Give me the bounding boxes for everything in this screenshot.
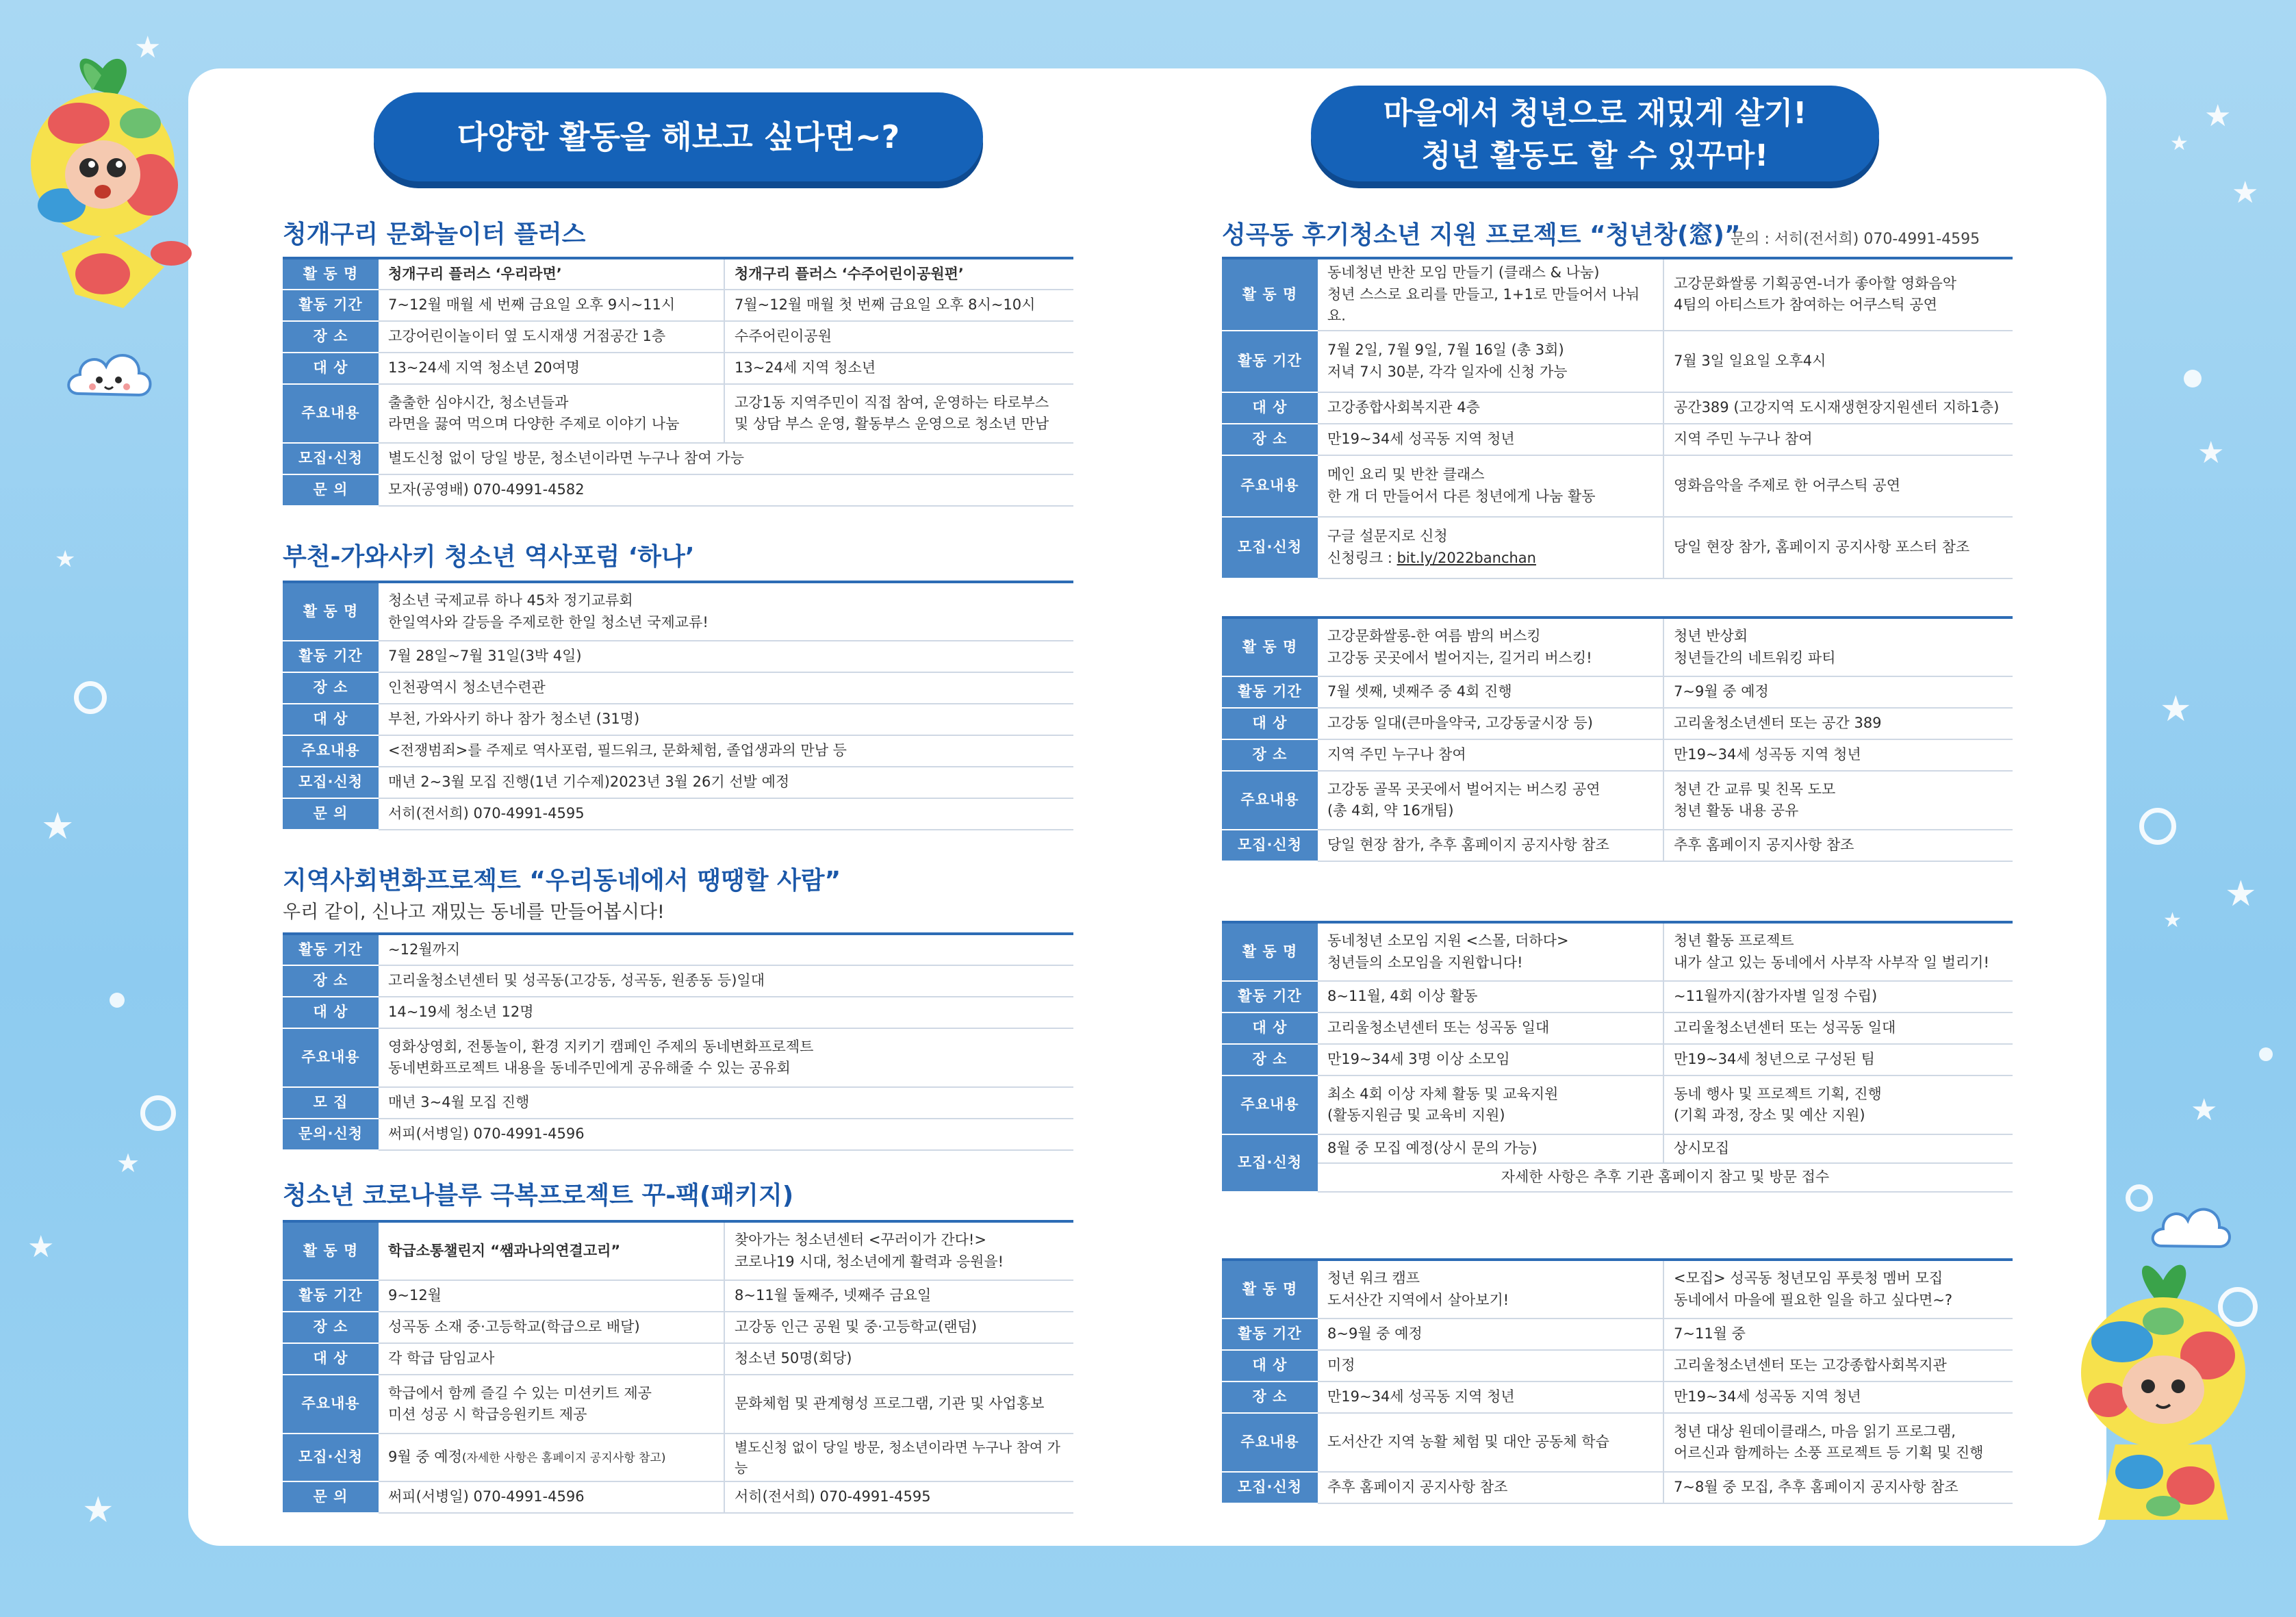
row-label: 주요내용 <box>283 1375 379 1434</box>
row-label: 문 의 <box>283 798 379 830</box>
table-cell: 영화음악을 주제로 한 어쿠스틱 공연 <box>1663 455 2013 517</box>
ring-icon <box>2126 1184 2153 1212</box>
table-cell: 메인 요리 및 반찬 클래스 한 개 더 만들어서 다른 청년에게 나눔 활동 <box>1318 455 1663 517</box>
table-row <box>283 1375 1073 1434</box>
contact-info: 문의 : 서히(전서희) 070-4991-4595 <box>1731 231 1980 248</box>
table-cell: 14~19세 청소년 12명 <box>379 997 1073 1028</box>
table-cell: 부천, 가와사키 하나 참가 청소년 (31명) <box>379 704 1073 735</box>
star-icon: ★ <box>2191 1093 2218 1128</box>
row-label: 주요내용 <box>1222 455 1318 517</box>
table-row <box>1222 424 2013 455</box>
table-cell: 청년 간 교류 및 친목 도모 청년 활동 내용 공유 <box>1663 771 2013 830</box>
star-icon: ★ <box>134 30 162 65</box>
row-label: 대 상 <box>283 997 379 1028</box>
star-icon: ★ <box>2170 131 2189 155</box>
activity-desc: 한일역사와 갈등을 주제로한 한일 청소년 국제교류! <box>388 613 709 631</box>
table-row <box>1222 1350 2013 1382</box>
activity-name: 동네청년 반찬 모임 만들기 (클래스 & 나눔) <box>1327 264 1600 281</box>
table-cell <box>1318 517 1663 578</box>
table-row <box>1222 1382 2013 1413</box>
table-cell: 7월 28일~7월 31일(3박 4일) <box>379 641 1073 672</box>
row-label: 활 동 명 <box>283 1221 379 1280</box>
table-cell: 만19~34세 성곡동 지역 청년 <box>1318 424 1663 455</box>
recruit-note: (자세한 사항은 홈페이지 공지사항 참고) <box>461 1451 666 1466</box>
row-label: 주요내용 <box>1222 771 1318 830</box>
row-label: 주요내용 <box>283 735 379 767</box>
row-label: 장 소 <box>283 965 379 997</box>
table-row <box>283 767 1073 798</box>
row-label: 주요내용 <box>1222 1075 1318 1134</box>
table-cell <box>1318 617 1663 676</box>
table-row <box>283 1312 1073 1343</box>
star-icon: ★ <box>2197 435 2225 470</box>
table-cell: 별도신청 없이 당일 방문, 청소년이라면 누구나 참여 가능 <box>724 1434 1073 1481</box>
dot-icon <box>2259 1047 2273 1061</box>
table-cell: 학급소통챌린지 “쌤과나의연결고리” <box>379 1221 724 1280</box>
table-cell <box>379 1434 724 1481</box>
table-cell: 7~11월 중 <box>1663 1319 2013 1350</box>
row-label: 문의·신청 <box>283 1119 379 1150</box>
star-icon: ★ <box>2163 908 2182 932</box>
star-icon: ★ <box>55 546 76 573</box>
row-label: 활 동 명 <box>1222 617 1318 676</box>
table-cell: 고리울청소년센터 또는 공간 389 <box>1663 708 2013 739</box>
table-cell: 만19~34세 성곡동 지역 청년 <box>1663 1382 2013 1413</box>
table-row <box>283 965 1073 997</box>
table-row <box>283 1434 1073 1481</box>
row-label: 장 소 <box>283 1312 379 1343</box>
table-cell: 고강종합사회복지관 4층 <box>1318 392 1663 424</box>
mascot-character <box>21 48 199 335</box>
table-cell: 만19~34세 성곡동 지역 청년 <box>1663 739 2013 771</box>
activity-desc: 코로나19 시대, 청소년에게 활력과 응원을! <box>735 1253 1004 1270</box>
table-row <box>283 735 1073 767</box>
table-cell: 8~11월, 4회 이상 활동 <box>1318 981 1663 1013</box>
table-row <box>1222 331 2013 392</box>
table-row <box>1222 617 2013 676</box>
table-row <box>1222 455 2013 517</box>
table-cell: <전쟁범죄>를 주제로 역사포럼, 필드워크, 문화체험, 졸업생과의 만남 등 <box>379 735 1073 767</box>
table-cell: 만19~34세 3명 이상 소모임 <box>1318 1044 1663 1075</box>
row-label: 문 의 <box>283 1481 379 1513</box>
left-banner <box>374 92 983 181</box>
table-row <box>1222 392 2013 424</box>
table-row <box>283 1280 1073 1312</box>
row-label: 장 소 <box>283 672 379 704</box>
table-cell: 고리울청소년센터 및 성곡동(고강동, 성곡동, 원종동 등)일대 <box>379 965 1073 997</box>
info-table <box>1222 921 2013 1193</box>
activity-name: 고강문화쌀롱-한 여름 밤의 버스킹 <box>1327 628 1541 644</box>
recruit-text: 9월 중 예정 <box>388 1449 462 1466</box>
table-cell: 학급에서 함께 즐길 수 있는 미션키트 제공 미션 성공 시 학급응원키트 제공 <box>379 1375 724 1434</box>
left-banner-text: 다양한 활동을 해보고 싶다면~? <box>457 118 900 155</box>
dot-icon <box>110 993 125 1008</box>
row-label: 활동 기간 <box>1222 331 1318 392</box>
table-row <box>283 1221 1073 1280</box>
table-cell: ~11월까지(참가자별 일정 수립) <box>1663 981 2013 1013</box>
table-row <box>283 934 1073 965</box>
table-cell: 7월~12월 매월 첫 번째 금요일 오후 8시~10시 <box>724 290 1073 321</box>
row-label: 장 소 <box>1222 739 1318 771</box>
table-cell <box>724 1221 1073 1280</box>
section-title: 청소년 코로나블루 극복프로젝트 꾸-팩(패키지) <box>283 1182 794 1210</box>
table-cell: 동네 행사 및 프로젝트 기획, 진행 (기획 과정, 장소 및 예산 지원) <box>1663 1075 2013 1134</box>
table-cell: 청개구리 플러스 ‘수주어린이공원편’ <box>724 258 1073 290</box>
row-label: 모집·신청 <box>1222 830 1318 861</box>
row-label: 장 소 <box>1222 424 1318 455</box>
row-label: 모집·신청 <box>283 1434 379 1481</box>
dot-icon <box>2184 370 2202 387</box>
table-row <box>1222 258 2013 331</box>
star-icon: ★ <box>116 1148 140 1178</box>
table-cell: 각 학급 담임교사 <box>379 1343 724 1375</box>
row-label: 활동 기간 <box>283 290 379 321</box>
table-cell: 당일 현장 참가, 홈페이지 공지사항 포스터 참조 <box>1663 517 2013 578</box>
ring-icon <box>2139 808 2176 845</box>
table-cell: 성곡동 소재 중·고등학교(학급으로 배달) <box>379 1312 724 1343</box>
table-row <box>1222 922 2013 981</box>
table-cell: 미정 <box>1318 1350 1663 1382</box>
table-cell: 지역 주민 누구나 참여 <box>1318 739 1663 771</box>
table-cell: 모자(공영배) 070-4991-4582 <box>379 474 1073 506</box>
cloud-icon <box>2150 1201 2232 1253</box>
table-row <box>1222 676 2013 708</box>
table-cell: 공간389 (고강지역 도시재생현장지원센터 지하1층) <box>1663 392 2013 424</box>
section-subtitle: 우리 같이, 신나고 재밌는 동네를 만들어봅시다! <box>283 902 665 923</box>
table-cell <box>379 582 1073 641</box>
table-cell: 청소년 50명(회당) <box>724 1343 1073 1375</box>
star-icon: ★ <box>82 1490 114 1531</box>
table-cell: 매년 3~4월 모집 진행 <box>379 1087 1073 1119</box>
table-cell <box>1318 922 1663 981</box>
table-cell: 만19~34세 청년으로 구성된 팀 <box>1663 1044 2013 1075</box>
table-cell: 8~9월 중 예정 <box>1318 1319 1663 1350</box>
info-table <box>283 581 1073 830</box>
table-row <box>1222 771 2013 830</box>
right-banner-line1: 마을에서 청년으로 재밌게 살기! <box>1383 96 1807 131</box>
row-label: 활동 기간 <box>1222 981 1318 1013</box>
table-cell: 고강동 인근 공원 및 중·고등학교(랜덤) <box>724 1312 1073 1343</box>
activity-name: 청년 활동 프로젝트 <box>1674 932 1794 949</box>
table-cell: 문화체험 및 관계형성 프로그램, 기관 및 사업홍보 <box>724 1375 1073 1434</box>
activity-desc: 동네에서 마을에 필요한 일을 하고 싶다면~? <box>1674 1291 1952 1308</box>
table-row <box>1222 708 2013 739</box>
row-label: 대 상 <box>283 353 379 384</box>
info-table <box>283 1220 1073 1514</box>
table-row <box>1222 1413 2013 1472</box>
row-label: 활동 기간 <box>283 1280 379 1312</box>
row-label: 모집·신청 <box>283 767 379 798</box>
table-cell <box>1318 258 1663 331</box>
row-label: 대 상 <box>283 1343 379 1375</box>
activity-desc: 내가 살고 있는 동네에서 사부작 사부작 일 벌리기! <box>1674 954 1989 971</box>
table-row <box>1222 517 2013 578</box>
row-label: 활동 기간 <box>1222 676 1318 708</box>
info-table <box>1222 1258 2013 1504</box>
activity-name: 청년 워크 캠프 <box>1327 1270 1420 1286</box>
row-label: 활 동 명 <box>283 258 379 290</box>
star-icon: ★ <box>2204 99 2232 133</box>
table-cell: 영화상영회, 전통놀이, 환경 지키기 캠페인 주제의 동네변화프로젝트 동네변화프로젝트 내용을 동네주민에게 공유해줄 수 있는 공유회 <box>379 1028 1073 1087</box>
table-cell: 출출한 심야시간, 청소년들과 라면을 끓여 먹으며 다양한 주제로 이야기 나눔 <box>379 384 724 443</box>
info-table <box>1222 257 2013 579</box>
section-title: 지역사회변화프로젝트 “우리동네에서 땡땡할 사람” <box>283 867 841 895</box>
info-table <box>283 257 1073 507</box>
activity-desc: 청년 스스로 요리를 만들고, 1+1로 만들어서 나눠요. <box>1327 285 1640 324</box>
mascot-character <box>2061 1253 2266 1527</box>
row-label: 활 동 명 <box>1222 258 1318 331</box>
star-icon: ★ <box>27 1230 55 1264</box>
table-cell: 만19~34세 성곡동 지역 청년 <box>1318 1382 1663 1413</box>
table-row <box>283 997 1073 1028</box>
table-row <box>283 582 1073 641</box>
table-cell: 상시모집 <box>1663 1134 2013 1163</box>
activity-name: 청년 반상회 <box>1674 628 1748 644</box>
table-row <box>283 258 1073 290</box>
activity-name: <모집> 성곡동 청년모임 푸릇청 멤버 모집 <box>1674 1270 1943 1286</box>
table-cell: 지역 주민 누구나 참여 <box>1663 424 2013 455</box>
table-cell: 고리울청소년센터 또는 고강종합사회복지관 <box>1663 1350 2013 1382</box>
row-label: 활동 기간 <box>283 641 379 672</box>
table-cell <box>1663 922 2013 981</box>
star-icon: ★ <box>41 804 75 848</box>
table-cell: 별도신청 없이 당일 방문, 청소년이라면 누구나 참여 가능 <box>379 443 1073 474</box>
table-cell: 13~24세 지역 청소년 <box>724 353 1073 384</box>
table-cell <box>1663 1260 2013 1319</box>
table-row <box>1222 830 2013 861</box>
table-cell: 고리울청소년센터 또는 성곡동 일대 <box>1318 1013 1663 1044</box>
table-row <box>1222 981 2013 1013</box>
star-icon: ★ <box>2232 175 2259 210</box>
table-cell: 청개구리 플러스 ‘우리라면’ <box>379 258 724 290</box>
table-cell: 7~8월 중 모집, 추후 홈페이지 공지사항 참조 <box>1663 1472 2013 1503</box>
table-row <box>283 798 1073 830</box>
right-banner <box>1311 86 1879 181</box>
table-cell: 고강동 일대(큰마을약국, 고강동굴시장 등) <box>1318 708 1663 739</box>
activity-desc: 청년들의 소모임을 지원합니다! <box>1327 954 1523 971</box>
row-label: 대 상 <box>283 704 379 735</box>
right-banner-line2: 청년 활동도 할 수 있꾸마! <box>1421 138 1769 173</box>
table-cell: 고강동 골목 곳곳에서 벌어지는 버스킹 공연 (총 4회, 약 16개팀) <box>1318 771 1663 830</box>
table-cell <box>1663 258 2013 331</box>
table-row <box>283 641 1073 672</box>
table-cell: 서히(전서희) 070-4991-4595 <box>724 1481 1073 1513</box>
row-label: 활동 기간 <box>283 934 379 965</box>
table-cell: 8~11월 둘째주, 넷째주 금요일 <box>724 1280 1073 1312</box>
table-row <box>283 704 1073 735</box>
activity-desc: 도서산간 지역에서 살아보기! <box>1327 1291 1509 1308</box>
row-label: 모집·신청 <box>1222 1134 1318 1192</box>
activity-name: 찾아가는 청소년센터 <꾸러이가 간다!> <box>735 1232 986 1248</box>
row-label: 모집·신청 <box>1222 517 1318 578</box>
table-cell: 써피(서병일) 070-4991-4596 <box>379 1119 1073 1150</box>
table-cell <box>1318 1260 1663 1319</box>
table-cell: 써피(서병일) 070-4991-4596 <box>379 1481 724 1513</box>
table-row <box>283 1028 1073 1087</box>
table-cell: 8월 중 모집 예정(상시 문의 가능) <box>1318 1134 1663 1163</box>
row-label: 모집·신청 <box>283 443 379 474</box>
table-cell: 매년 2~3월 모집 진행(1년 기수제)2023년 3월 26기 선발 예정 <box>379 767 1073 798</box>
row-label: 문 의 <box>283 474 379 506</box>
table-row <box>1222 1075 2013 1134</box>
table-cell: 고강1동 지역주민이 직접 참여, 운영하는 타로부스 및 상담 부스 운영, 활동부스 운영으로 청소년 만남 <box>724 384 1073 443</box>
table-cell <box>1663 617 2013 676</box>
table-row <box>283 1119 1073 1150</box>
table-cell: 13~24세 지역 청소년 20여명 <box>379 353 724 384</box>
table-cell: 7월 3일 일요일 오후4시 <box>1663 331 2013 392</box>
row-label: 장 소 <box>1222 1382 1318 1413</box>
row-label: 활 동 명 <box>1222 922 1318 981</box>
table-cell: 도서산간 지역 농활 체험 및 대안 공동체 학습 <box>1318 1413 1663 1472</box>
cloud-character <box>65 346 154 407</box>
section-title: 청개구리 문화놀이터 플러스 <box>283 220 586 249</box>
table-row <box>1222 1260 2013 1319</box>
table-row <box>283 384 1073 443</box>
table-row <box>1222 1044 2013 1075</box>
recruit-text: 구글 설문지로 신청 <box>1327 528 1448 544</box>
table-row <box>283 1481 1073 1513</box>
table-row <box>1222 1472 2013 1503</box>
table-cell: 추후 홈페이지 공지사항 참조 <box>1663 830 2013 861</box>
activity-desc: 청년들간의 네트워킹 파티 <box>1674 649 1836 666</box>
table-cell: 자세한 사항은 추후 기관 홈페이지 참고 및 방문 접수 <box>1318 1163 2013 1192</box>
row-label: 활 동 명 <box>283 582 379 641</box>
table-cell: 9~12월 <box>379 1280 724 1312</box>
table-row <box>283 474 1073 506</box>
table-cell: 서히(전서희) 070-4991-4595 <box>379 798 1073 830</box>
row-label: 활동 기간 <box>1222 1319 1318 1350</box>
row-label: 장 소 <box>283 321 379 353</box>
link-label: 신청링크 : <box>1327 549 1397 566</box>
table-cell: 7~12월 매월 세 번째 금요일 오후 9시~11시 <box>379 290 724 321</box>
table-row <box>283 321 1073 353</box>
table-cell: 고강어린이놀이터 옆 도시재생 거점공간 1층 <box>379 321 724 353</box>
row-label: 대 상 <box>1222 1013 1318 1044</box>
table-cell: 당일 현장 참가, 추후 홈페이지 공지사항 참조 <box>1318 830 1663 861</box>
activity-desc: 4팀의 아티스트가 참여하는 어쿠스틱 공연 <box>1674 296 1937 314</box>
row-label: 대 상 <box>1222 708 1318 739</box>
table-cell: 7~9월 중 예정 <box>1663 676 2013 708</box>
row-label: 모 집 <box>283 1087 379 1119</box>
star-icon: ★ <box>2225 874 2257 915</box>
section-title: 부천-가와사키 청소년 역사포럼 ‘하나’ <box>283 543 695 571</box>
table-row <box>1222 1319 2013 1350</box>
info-table <box>1222 616 2013 862</box>
table-cell: 최소 4회 이상 자체 활동 및 교육지원 (활동지원금 및 교육비 지원) <box>1318 1075 1663 1134</box>
row-label: 대 상 <box>1222 1350 1318 1382</box>
ring-icon <box>74 681 107 714</box>
table-row <box>283 1087 1073 1119</box>
section-title: 성곡동 후기청소년 지원 프로젝트 “청년창(窓)” <box>1222 221 1741 249</box>
row-label: 주요내용 <box>283 1028 379 1087</box>
table-cell: 7월 2일, 7월 9일, 7월 16일 (총 3회) 저녁 7시 30분, 각각 일자에 신청 가능 <box>1318 331 1663 392</box>
row-label: 모집·신청 <box>1222 1472 1318 1503</box>
table-row <box>1222 1134 2013 1163</box>
star-icon: ★ <box>2160 689 2192 730</box>
row-label: 주요내용 <box>1222 1413 1318 1472</box>
table-cell: 고리울청소년센터 또는 성곡동 일대 <box>1663 1013 2013 1044</box>
table-cell: 인천광역시 청소년수련관 <box>379 672 1073 704</box>
activity-desc: 고강동 곳곳에서 벌어지는, 길거리 버스킹! <box>1327 649 1592 666</box>
table-cell: 청년 대상 원데이클래스, 마음 읽기 프로그램, 어르신과 함께하는 소풍 프로젝트 등 기획 및 진행 <box>1663 1413 2013 1472</box>
table-cell: ~12월까지 <box>379 934 1073 965</box>
table-row <box>283 1343 1073 1375</box>
table-cell: 수주어린이공원 <box>724 321 1073 353</box>
activity-name: 동네청년 소모임 지원 <스몰, 더하다> <box>1327 932 1569 949</box>
info-table <box>283 932 1073 1151</box>
table-row <box>1222 739 2013 771</box>
activity-name: 청소년 국제교류 하나 45차 정기교류회 <box>388 592 633 609</box>
table-row <box>1222 1013 2013 1044</box>
activity-name: 고강문화쌀롱 기획공연-너가 좋아할 영화음악 <box>1674 275 1957 292</box>
row-label: 대 상 <box>1222 392 1318 424</box>
table-row <box>283 290 1073 321</box>
ring-icon <box>140 1095 176 1131</box>
table-row <box>283 443 1073 474</box>
row-label: 장 소 <box>1222 1044 1318 1075</box>
table-cell: 추후 홈페이지 공지사항 참조 <box>1318 1472 1663 1503</box>
row-label: 활 동 명 <box>1222 1260 1318 1319</box>
table-row <box>283 353 1073 384</box>
table-row <box>1222 1163 2013 1192</box>
signup-link[interactable]: bit.ly/2022banchan <box>1396 549 1536 566</box>
row-label: 주요내용 <box>283 384 379 443</box>
table-row <box>283 672 1073 704</box>
recruit-link-line <box>1327 548 1653 570</box>
table-cell: 7월 셋째, 넷째주 중 4회 진행 <box>1318 676 1663 708</box>
